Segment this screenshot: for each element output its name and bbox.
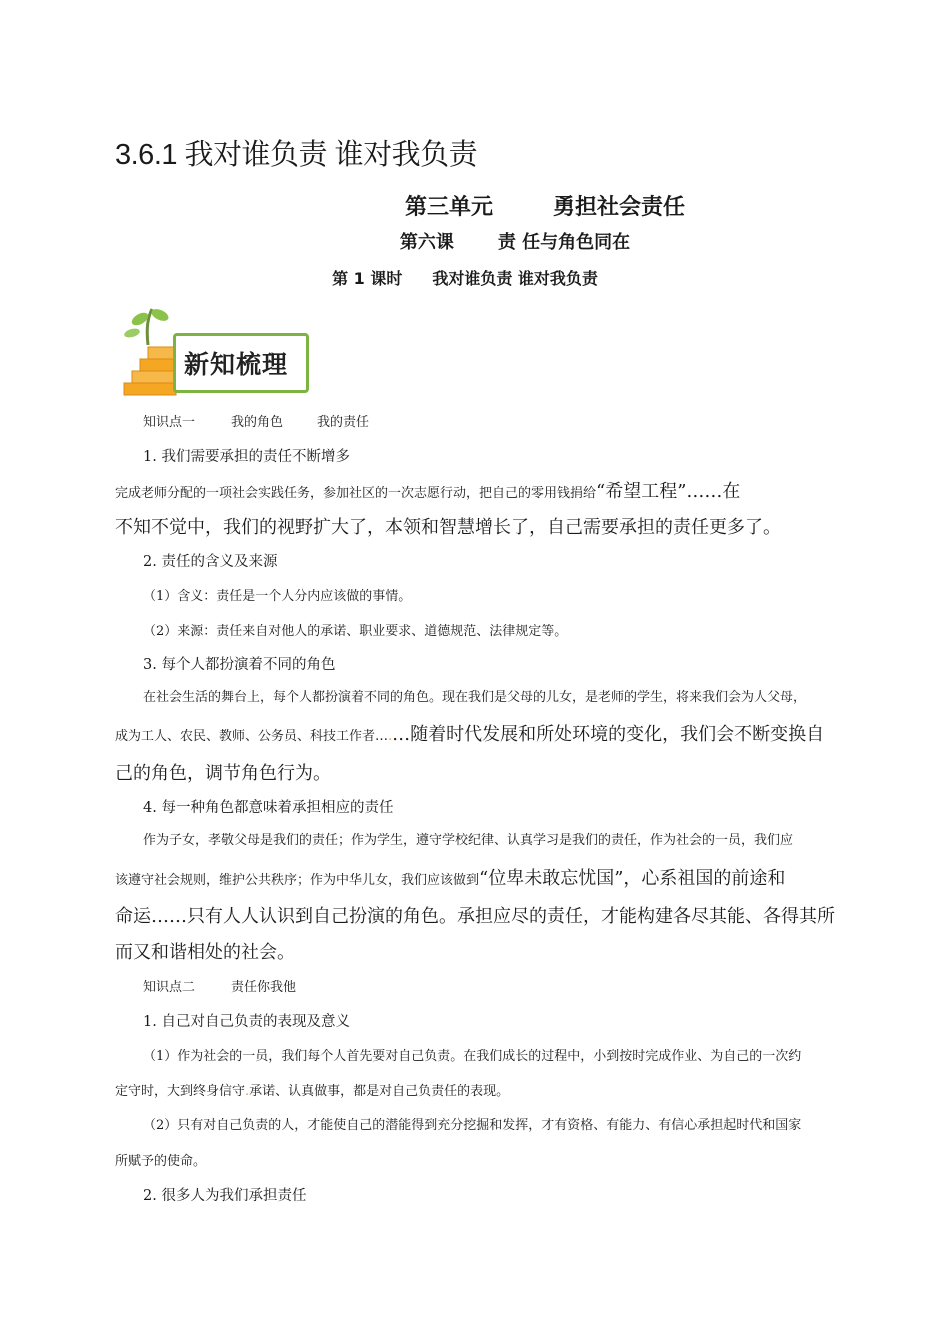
p2-item-1: （1）含义：责任是一个人分内应该做的事情。	[143, 589, 412, 604]
p4-line-2	[115, 864, 785, 890]
stray-dot: .	[388, 729, 393, 744]
stray-dot-2: .	[245, 1084, 250, 1099]
p3-line-2-small: 成为工人、农民、教师、公务员、科技工作者…	[115, 729, 389, 744]
lesson-number: 第六课	[399, 232, 454, 253]
p1-heading: 1. 我们需要承担的责任不断增多	[143, 449, 350, 465]
p2-heading: 2. 责任的含义及来源	[143, 554, 278, 570]
q2-heading: 2. 很多人为我们承担责任	[143, 1188, 307, 1204]
q1-item-1-line-1: （1）作为社会的一员，我们每个人首先要对自己负责。在我们成长的过程中，小到按时完成作业、为自己的一次约	[143, 1049, 802, 1064]
kp2-label: 知识点二	[143, 980, 196, 995]
q1-heading: 1. 自己对自己负责的表现及意义	[143, 1014, 350, 1030]
unit-number: 第三单元	[404, 195, 493, 220]
unit-title: 勇担社会责任	[553, 195, 686, 220]
q1-item-2-line-2: 所赋予的使命。	[115, 1154, 207, 1169]
p4-heading: 4. 每一种角色都意味着承担相应的责任	[143, 800, 394, 816]
badge-frame	[173, 333, 309, 393]
knowledge-point-2	[143, 976, 296, 995]
p4-line-1: 作为子女，孝敬父母是我们的责任；作为学生，遵守学校纪律、认真学习是我们的责任，作为社会的一员，我们应	[143, 833, 794, 848]
p4-line-4: 而又和谐相处的社会。	[115, 942, 295, 963]
knowledge-point-1	[143, 411, 369, 430]
p3-line-2-large: …随着时代发展和所处环境的变化，我们会不断变换自	[392, 724, 825, 745]
period-number: 第 1 课时	[332, 269, 403, 288]
p3-line-1: 在社会生活的舞台上，每个人都扮演着不同的角色。现在我们是父母的儿女，是老师的学生，将来我们会为人父母，	[143, 690, 807, 705]
p1-line-2: 不知不觉中，我们的视野扩大了，本领和智慧增长了，自己需要承担的责任更多了。	[115, 517, 781, 538]
q1-item-1-line-2	[115, 1080, 509, 1099]
p2-item-2: （2）来源：责任来自对他人的承诺、职业要求、道德规范、法律规定等。	[143, 624, 568, 639]
p1-line-1-small: 完成老师分配的一项社会实践任务，参加社区的一次志愿行动，把自己的零用钱捐给	[115, 486, 597, 501]
p3-line-2	[115, 720, 824, 746]
kp1-label: 知识点一	[143, 415, 196, 430]
period-heading	[0, 266, 930, 289]
unit-heading	[0, 190, 950, 221]
lesson-heading	[0, 228, 950, 254]
p3-line-3: 己的角色，调节角色行为。	[115, 763, 331, 784]
p4-line-2-small: 该遵守社会规则，维护公共秩序；作为中华儿女，我们应该做到	[115, 873, 480, 888]
p1-line-1	[115, 477, 740, 503]
section-badge	[118, 305, 310, 397]
p1-line-1-large: “希望工程”……在	[596, 481, 741, 502]
p4-line-2-large: “位卑未敢忘忧国”，心系祖国的前途和	[479, 868, 786, 889]
p4-line-3: 命运……只有人人认识到自己扮演的角色。承担应尽的责任，才能构建各尽其能、各得其所	[115, 906, 835, 927]
badge-label: 新知梳理	[184, 350, 289, 379]
kp1-title-2: 我的责任	[317, 415, 370, 430]
q1-item-1-line-2b: 承诺、认真做事，都是对自己负责任的表现。	[249, 1084, 510, 1099]
q1-item-2-line-1: （2）只有对自己负责的人，才能使自己的潜能得到充分挖掘和发挥，才有资格、有能力、有信心承担起时代和国家	[143, 1118, 802, 1133]
q1-item-1-line-2a: 定守时，大到终身信守	[115, 1084, 246, 1099]
period-title: 我对谁负责 谁对我负责	[432, 269, 598, 288]
kp2-title: 责任你我他	[231, 980, 297, 995]
lesson-title: 责 任与角色同在	[497, 232, 631, 253]
document-title: 3.6.1 我对谁负责 谁对我负责	[115, 139, 478, 171]
p3-heading: 3. 每个人都扮演着不同的角色	[143, 657, 336, 673]
kp1-title-1: 我的角色	[231, 415, 284, 430]
